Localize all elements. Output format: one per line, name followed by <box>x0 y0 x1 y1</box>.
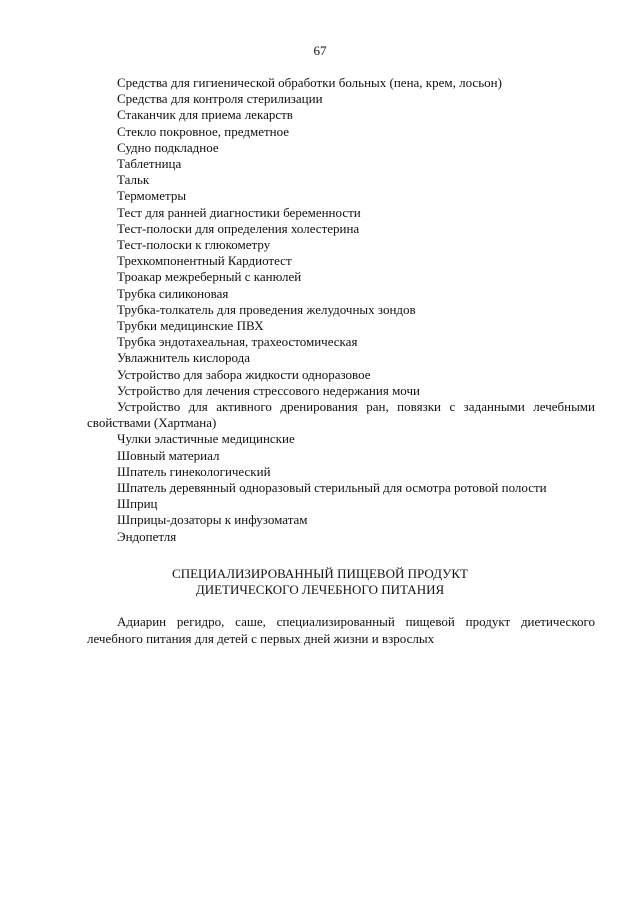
list-item: Увлажнитель кислорода <box>117 350 251 366</box>
section-title <box>0 566 640 598</box>
list-item: Тест-полоски для определения холестерина <box>117 220 360 236</box>
list-item: Судно подкладное <box>117 139 219 155</box>
list-item: Тальк <box>117 172 150 188</box>
list-item: Термометры <box>117 188 187 204</box>
list-item: Троакар межреберный с канюлей <box>117 269 302 285</box>
list-item: Таблетница <box>117 156 182 172</box>
list-item: Тест-полоски к глюкометру <box>117 237 271 253</box>
section-paragraph: Адиарин регидро, саше, специализированный пищевой продукт диетического лечебного питания для детей с первых дней жизни и взрослых <box>87 614 595 646</box>
list-item: Шприц <box>117 496 158 512</box>
list-item: Чулки эластичные медицинские <box>117 431 295 447</box>
page-number: 67 <box>313 43 327 58</box>
list-item: Средства для гигиенической обработки больных (пена, крем, лосьон) <box>117 75 502 90</box>
list-item: Стаканчик для приема лекарств <box>117 107 293 123</box>
list-item: Трехкомпонентный Кардиотест <box>117 253 292 269</box>
list-item: Трубка-толкатель для проведения желудочных зондов <box>117 301 416 317</box>
list-item: Трубки медицинские ПВХ <box>117 318 264 334</box>
list-item: Трубка силиконовая <box>117 285 229 301</box>
list-item: Шприцы-дозаторы к инфузоматам <box>117 512 308 528</box>
item-list <box>87 75 595 545</box>
list-item: Тест для ранней диагностики беременности <box>117 204 361 220</box>
list-item: Устройство для активного дренирования ран, повязки с заданными лечебными свойствами (Хартмана) <box>87 399 595 431</box>
section-title-line: ДИЕТИЧЕСКОГО ЛЕЧЕБНОГО ПИТАНИЯ <box>195 582 445 597</box>
list-item: Устройство для забора жидкости одноразовое <box>117 366 371 382</box>
list-item: Средства для контроля стерилизации <box>117 91 323 107</box>
list-item: Устройство для лечения стрессового недержания мочи <box>117 382 420 398</box>
section-title-line: СПЕЦИАЛИЗИРОВАННЫЙ ПИЩЕВОЙ ПРОДУКТ <box>172 566 468 581</box>
list-item: Стекло покровное, предметное <box>117 123 290 139</box>
list-item: Трубка эндотахеальная, трахеостомическая <box>117 334 358 350</box>
list-item: Шовный материал <box>117 447 220 463</box>
list-item: Шпатель гинекологический <box>117 463 271 479</box>
list-item: Шпатель деревянный одноразовый стерильный для осмотра ротовой полости <box>117 480 547 496</box>
list-item: Эндопетля <box>117 528 177 544</box>
